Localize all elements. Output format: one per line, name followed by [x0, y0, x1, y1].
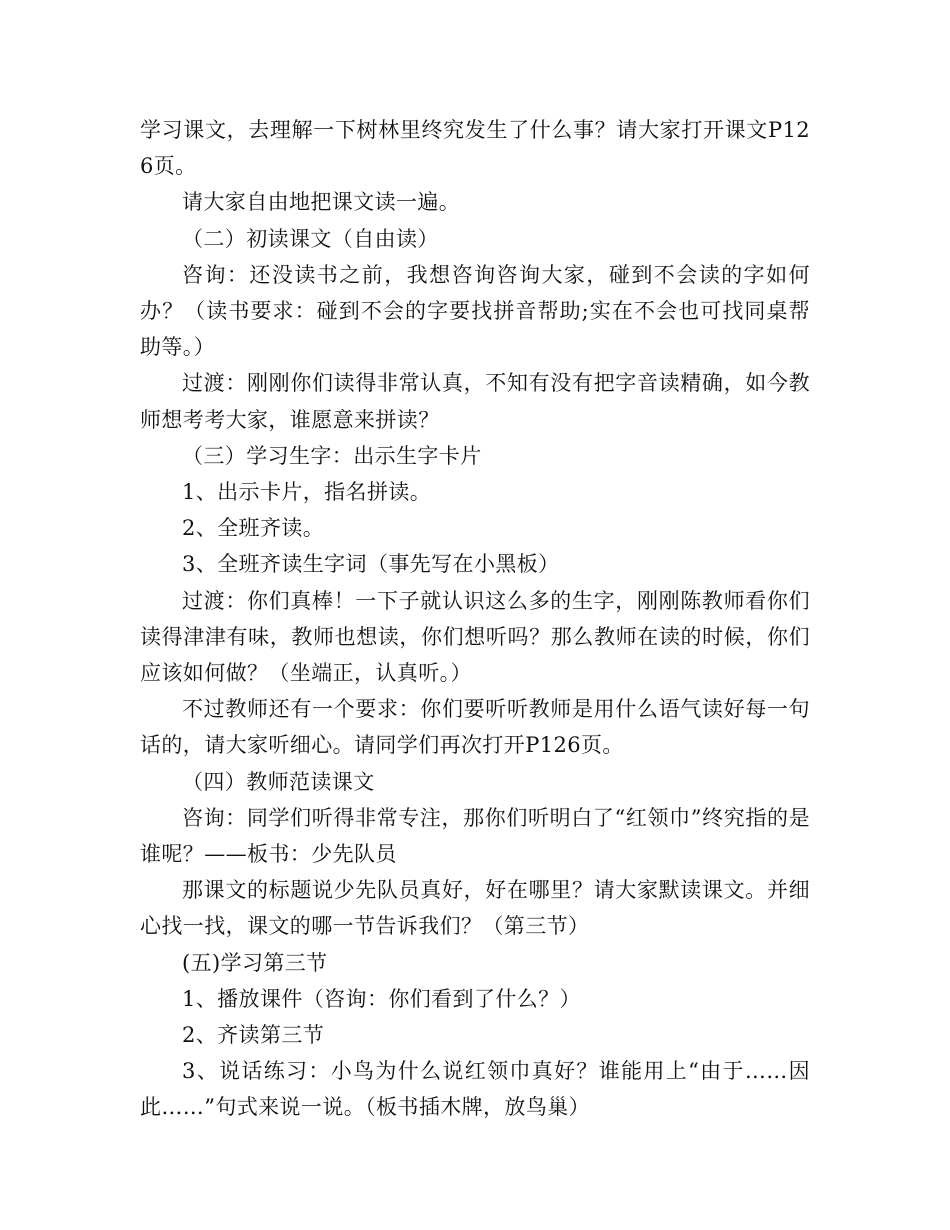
list-item-2: 2、全班齐读。: [182, 516, 325, 541]
paragraph-question-1: 咨询：还没读书之前，我想咨询咨询大家，碰到不会读的字如何办？（读书要求：碰到不会的字要找拼音帮助;实在不会也可找同桌帮助等。）: [140, 262, 810, 360]
paragraph-requirement: 不过教师还有一个要求：你们要听听教师是用什么语气读好每一句话的，请大家听细心。请同学们再次打开P126页。: [140, 697, 810, 758]
section-heading-5: (五)学习第三节: [182, 950, 328, 975]
list-item-speaking-practice: 3、说话练习：小鸟为什么说红领巾真好？谁能用上“由于……因此……”句式来说一说。（板书插木牌，放鸟巢）: [140, 1059, 810, 1120]
section-heading-2: （二）初读课文（自由读）: [182, 226, 439, 251]
list-item-1: 1、出示卡片，指名拼读。: [182, 480, 432, 505]
paragraph-question-2: 咨询：同学们听得非常专注，那你们听明白了“红领巾”终究指的是谁呢？——板书：少先队员: [140, 805, 810, 867]
paragraph-read-aloud: 请大家自由地把课文读一遍。: [182, 190, 461, 215]
list-item-3: 3、全班齐读生字词（事先写在小黑板）: [182, 552, 560, 577]
paragraph-transition-1: 过渡：刚刚你们读得非常认真，不知有没有把字音读精确，如今教师想考考大家，谁愿意来拼读？: [140, 371, 810, 432]
paragraph-title-question: 那课文的标题说少先队员真好，好在哪里？请大家默读课文。并细心找一找，课文的哪一节告诉我们？（第三节）: [140, 878, 810, 939]
section-heading-3: （三）学习生字：出示生字卡片: [182, 443, 482, 468]
list-item-play-courseware: 1、播放课件（咨询：你们看到了什么？）: [182, 986, 581, 1011]
section-heading-4: （四）教师范读课文: [182, 769, 375, 794]
paragraph-intro: 学习课文，去理解一下树林里终究发生了什么事？请大家打开课文P126页。: [140, 118, 810, 179]
document-body: [140, 112, 810, 1126]
list-item-read-together: 2、齐读第三节: [182, 1023, 325, 1048]
paragraph-transition-2: 过渡：你们真棒！一下子就认识这么多的生字，刚刚陈教师看你们读得津津有味，教师也想读，你们想听吗？那么教师在读的时候，你们应该如何做？（坐端正，认真听。）: [140, 588, 810, 686]
